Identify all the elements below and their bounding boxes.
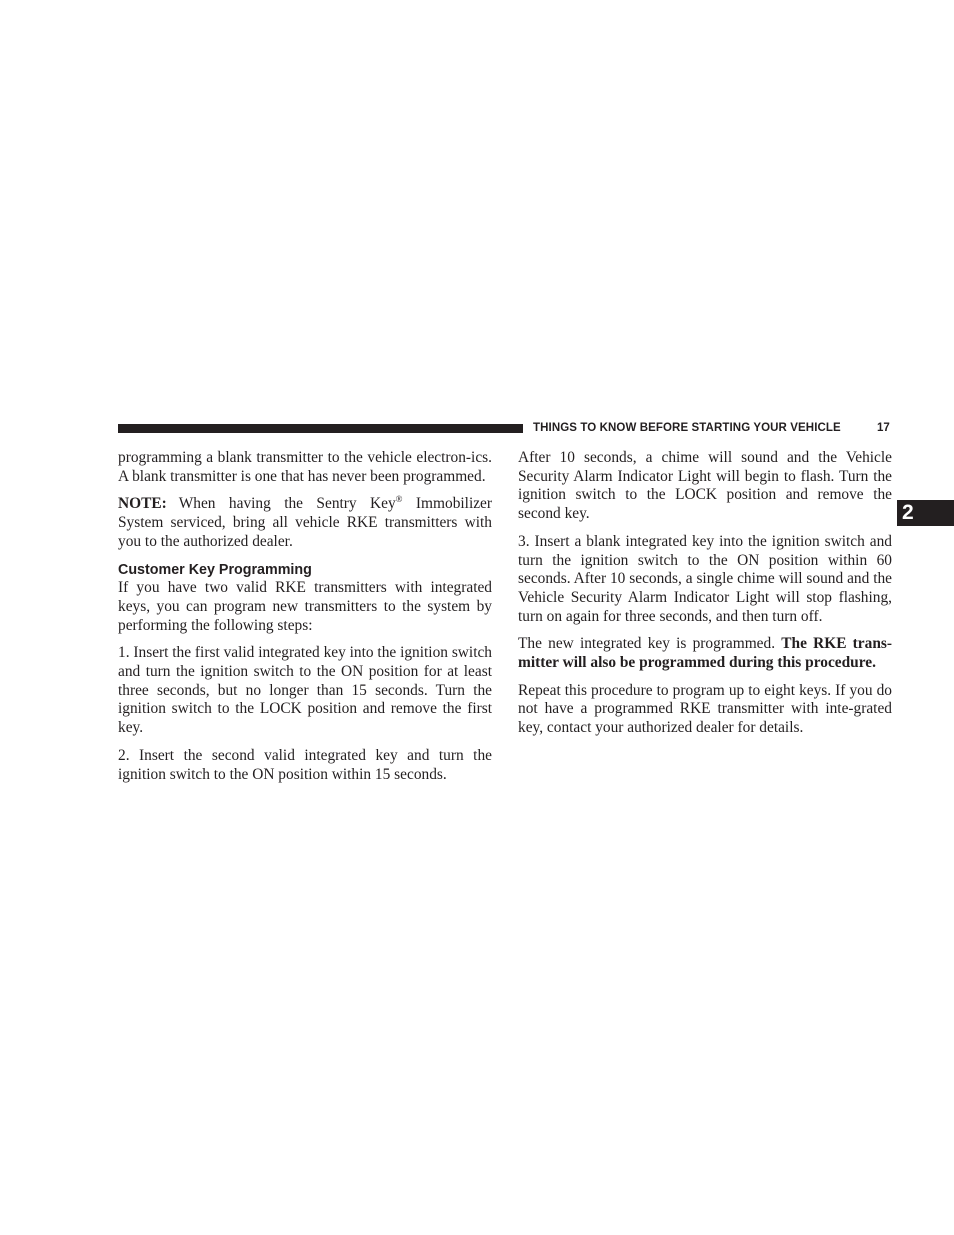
right-column: [518, 449, 892, 747]
note-text-a: When having the Sentry Key: [178, 495, 396, 513]
step-1: 1. Insert the first valid integrated key into the ignition switch and turn the ignition switch to the ON position for at least three seconds, but no longer than 15 seconds. Turn the ignition switch to the LOCK position and remove the first key.: [118, 644, 492, 737]
chapter-tab: 2: [897, 500, 954, 526]
programmed-bold-text: The RKE trans-mitter will also be programmed during this procedure.: [518, 635, 892, 672]
repeat-paragraph: Repeat this procedure to program up to eight keys. If you do not have a programmed RKE transmitter with inte-grated key, contact your authorized dealer for details.: [518, 681, 892, 737]
registered-mark: ®: [395, 494, 403, 505]
note-text-b: Immobilizer System serviced, bring all vehicle RKE transmitters with you to the authorized dealer.: [118, 495, 493, 550]
programmed-text: The new integrated key is programmed.: [518, 635, 782, 653]
page-number: 17: [877, 422, 890, 434]
left-column: [118, 449, 492, 793]
step-2: 2. Insert the second valid integrated key and turn the ignition switch to the ON position within 15 seconds.: [118, 746, 492, 783]
note-label: NOTE:: [118, 495, 167, 513]
programming-intro: If you have two valid RKE transmitters with integrated keys, you can program new transmitters to the system by performing the following steps:: [118, 579, 492, 634]
step-2-continued: After 10 seconds, a chime will sound and the Vehicle Security Alarm Indicator Light will begin to flash. Turn the ignition switch to the LOCK position and remove the second key.: [518, 449, 892, 523]
step-3: 3. Insert a blank integrated key into the ignition switch and turn the ignition switch to the ON position within 60 seconds. After 10 seconds, a single chime will sound and the Vehicle Security Alarm Indicator Light will stop flashing, turn on again for three seconds, and then turn off.: [518, 532, 892, 625]
header-rule: [118, 424, 523, 433]
intro-paragraph: programming a blank transmitter to the vehicle electron-ics. A blank transmitter is one that has never been programmed.: [118, 449, 492, 485]
section-heading: Customer Key Programming: [118, 561, 312, 578]
note-paragraph: [118, 495, 492, 551]
running-header-title: THINGS TO KNOW BEFORE STARTING YOUR VEHICLE: [533, 422, 841, 434]
programmed-paragraph: [518, 635, 892, 672]
